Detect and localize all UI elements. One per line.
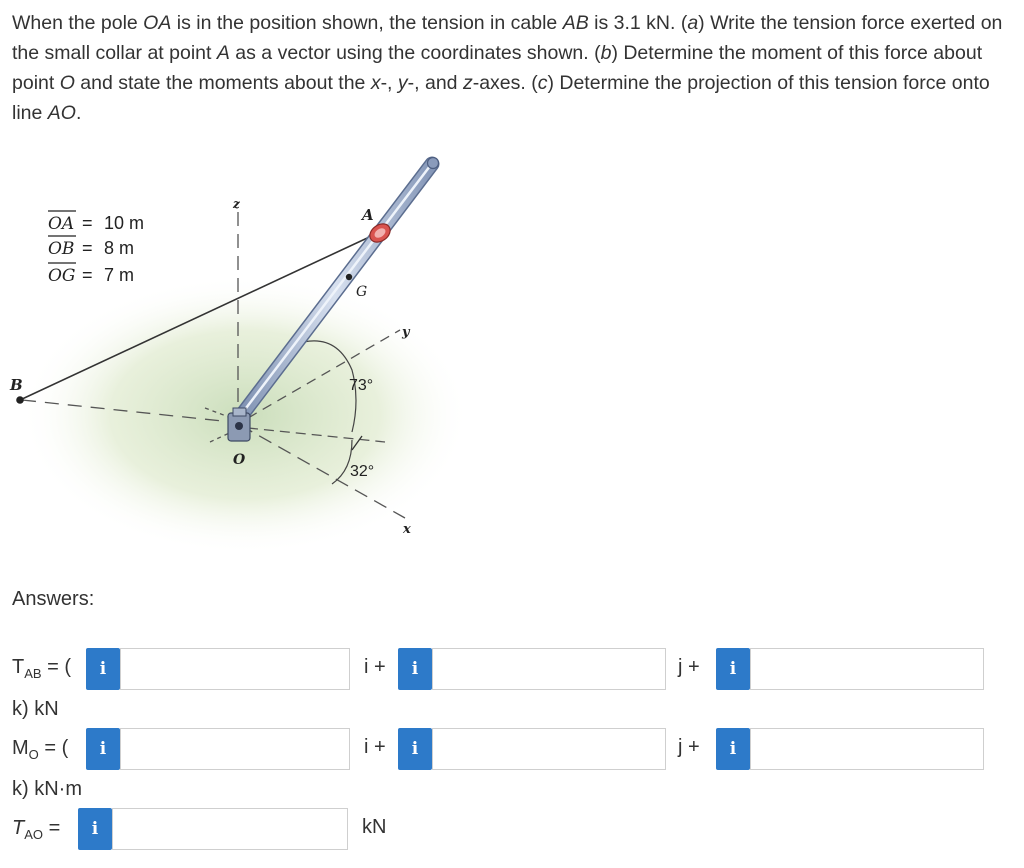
svg-text:OG: OG [48,266,76,286]
tab-label: $T_{AB}$ = ( [12,656,72,681]
label-b: B [10,376,23,394]
mo-j-label: j + [678,736,700,758]
mo-x-input[interactable] [120,728,350,770]
tab-x-info-icon[interactable]: i [86,648,120,690]
tao-input[interactable] [112,808,348,850]
mo-y-input[interactable] [432,728,666,770]
mo-label: $M_O$ = ( [12,737,69,762]
svg-text:7 m: 7 m [104,265,135,285]
angle-32: 32° [350,463,375,480]
mo-z-info-icon[interactable]: i [716,728,750,770]
label-o: O [233,452,246,468]
label-a: A [362,206,374,224]
label-g: G [356,284,368,300]
label-z: z [233,197,240,211]
tao-info-icon[interactable]: i [78,808,112,850]
tab-y-info-icon[interactable]: i [398,648,432,690]
tab-z-input[interactable] [750,648,984,690]
mo-unit-label: k) kN·m [12,778,82,800]
mo-x-info-icon[interactable]: i [86,728,120,770]
svg-text:OA: OA [48,214,75,234]
dimension-list [48,211,144,286]
tab-unit-label: k) kN [12,698,59,720]
svg-text:=: = [82,238,93,258]
mo-i-label: i + [364,736,386,758]
base-bracket [228,408,250,441]
label-y: y [402,325,410,340]
mo-y-info-icon[interactable]: i [398,728,432,770]
svg-text:=: = [82,265,93,285]
tao-unit-label: kN [362,816,387,838]
mo-z-input[interactable] [750,728,984,770]
tao-label: $T_{AO}$ = [12,817,61,842]
pole-diagram [0,150,480,550]
answers-title: Answers: [12,588,95,610]
question-text: When the pole OA is in the position shown, the tension in cable AB is 3.1 kN. (a) Write the tension force exerted on the small collar at point A as a vector using the coordinates shown. (b) Determine the moment of this force about point O and state the moments about the x-, y-, and z-axes. (c) Determine the projection of this tension force onto line AO. [12,12,1003,124]
tab-j-label: j + [678,656,700,678]
svg-text:OB: OB [48,239,75,259]
tab-i-label: i + [364,656,386,678]
tab-z-info-icon[interactable]: i [716,648,750,690]
label-x: x [403,522,411,537]
point-b [16,396,24,404]
point-g [346,274,352,280]
svg-text:=: = [82,213,93,233]
svg-text:8 m: 8 m [104,238,135,258]
svg-text:10 m: 10 m [104,213,145,233]
tab-x-input[interactable] [120,648,350,690]
tab-y-input[interactable] [432,648,666,690]
angle-73: 73° [349,377,374,394]
